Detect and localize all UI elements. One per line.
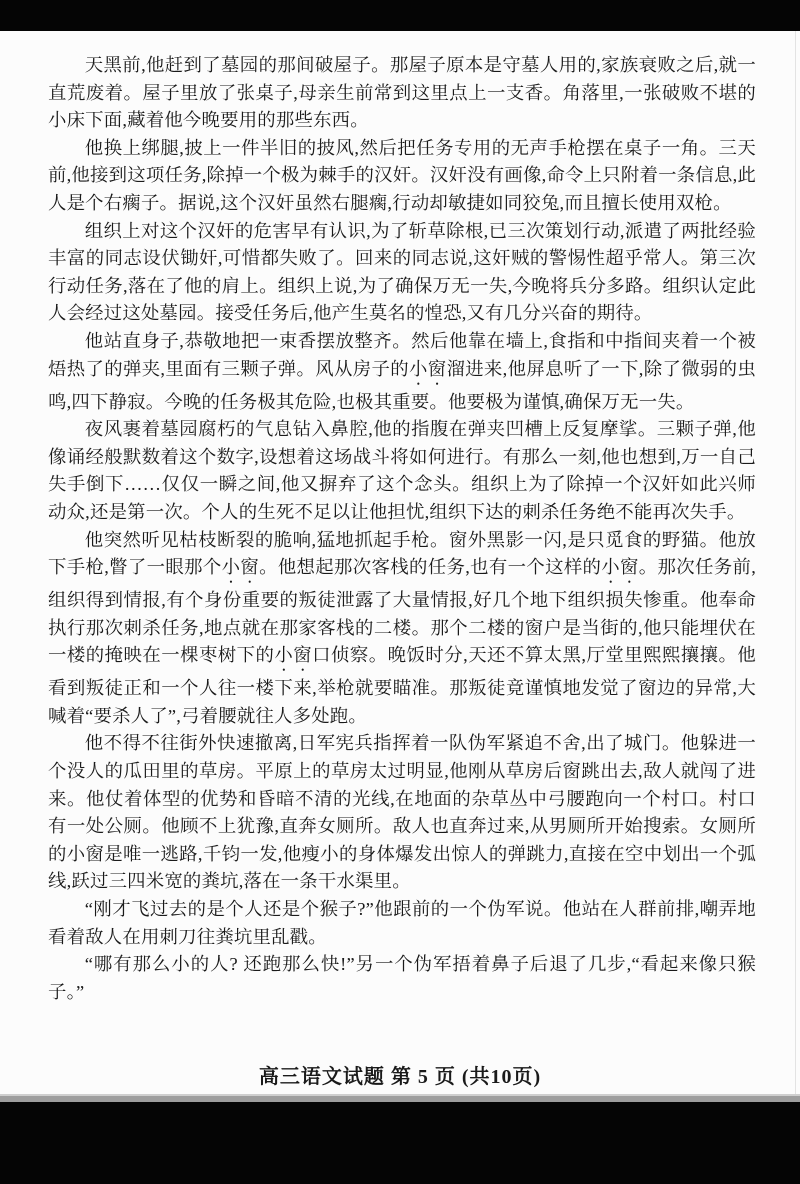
- scan-border-bottom: [0, 1102, 800, 1184]
- page-edge-shadow: [795, 31, 796, 1094]
- scan-strip: [0, 1094, 800, 1102]
- paragraph: [48, 416, 756, 526]
- article: [0, 31, 800, 1006]
- emphasized-text: 小窗: [221, 557, 260, 578]
- paragraph: [48, 527, 756, 731]
- text-run: 夜风裹着墓园腐朽的气息钻入鼻腔,他的指腹在弹夹凹槽上反复摩挲。三颗子弹,他像诵经般默数着这个数字,设想着这场战斗将如何进行。有那么一刻,他也想到,万一自己失手倒下……仅仅一瞬之间,他又摒弃了这个念头。组织上为了除掉一个汉奸如此兴师动众,还是第一次。个人的生死不足以让他担忧,组织下达的刺杀任务绝不能再次失手。: [48, 419, 756, 522]
- paragraph: [48, 730, 756, 896]
- text-run: 溜进来,他屏息听了一下,除了微弱的虫鸣,四下静寂。今晚的任务极其危险,也极其重要。他要极为谨慎,确保万无一失。: [48, 358, 756, 412]
- page-footer: 高三语文试题 第 5 页 (共10页): [258, 1066, 542, 1088]
- emphasized-text: 小窗: [408, 358, 447, 379]
- emphasized-text: 小窗: [274, 645, 313, 666]
- paragraph: [48, 951, 756, 1006]
- text-run: 。他想起那次客栈的任务,也有一个这样的: [259, 557, 602, 578]
- text-run: 他站直身子,恭敬地把一束香摆放整齐。然后他靠在墙上,食指和中指间夹着一个被焐热了的弹夹,里面有三颗子弹。风从房子的: [48, 330, 756, 379]
- emphasized-text: 小窗: [601, 557, 639, 578]
- paragraph: [48, 328, 756, 416]
- paragraph: [48, 52, 756, 135]
- scan-border-top: [0, 0, 800, 31]
- paragraph: [48, 135, 756, 218]
- text-run: 组织上对这个汉奸的危害早有认识,为了斩草除根,已三次策划行动,派遣了两批经验丰富的同志设伏锄奸,可惜都失败了。回来的同志说,这奸贼的警惕性超乎常人。第三次行动任务,落在了他的肩上。组织上说,为了确保万无一失,今晚将兵分多路。组织认定此人会经过这处墓园。接受任务后,他产生莫名的惶恐,又有几分兴奋的期待。: [48, 220, 756, 324]
- text-run: “哪有那么小的人? 还跑那么快!”另一个伪军捂着鼻子后退了几步,“看起来像只猴子。”: [48, 954, 756, 1002]
- text-run: 他不得不往街外快速撤离,日军宪兵指挥着一队伪军紧追不舍,出了城门。他躲进一个没人的瓜田里的草房。平原上的草房太过明显,他刚从草房后窗跳出去,敌人就闯了进来。他仗着体型的优势和昏暗不清的光线,在地面的杂草丛中弓腰跑向一个村口。村口有一处公厕。他顾不上犹豫,直奔女厕所。敌人也直奔过来,从男厕所开始搜索。女厕所的小窗是唯一逃路,千钧一发,他瘦小的身体爆发出惊人的弹跳力,直接在空中划出一个弧线,跃过三四米宽的粪坑,落在一条干水渠里。: [48, 733, 756, 892]
- text-run: 他突然听见枯枝断裂的脆响,猛地抓起手枪。窗外黑影一闪,是只觅食的野猫。他放下手枪,瞥了一眼那个: [48, 529, 756, 578]
- text-run: 他换上绑腿,披上一件半旧的披风,然后把任务专用的无声手枪摆在桌子一角。三天前,他接到这项任务,除掉一个极为棘手的汉奸。汉奸没有画像,命令上只附着一条信息,此人是个右瘸子。据说,这个汉奸虽然右腿瘸,行动却敏捷如同狡兔,而且擅长使用双枪。: [48, 137, 756, 213]
- text-run: 天黑前,他赶到了墓园的那间破屋子。那屋子原本是守墓人用的,家族衰败之后,就一直荒废着。屋子里放了张桌子,母亲生前常到这里点上一支香。角落里,一张破败不堪的小床下面,藏着他今晚要用的那些东西。: [48, 55, 756, 131]
- paragraph: [48, 218, 756, 328]
- text-run: “刚才飞过去的是个人还是个猴子?”他跟前的一个伪军说。他站在人群前排,嘲弄地看着敌人在用刺刀往粪坑里乱戳。: [48, 899, 756, 947]
- text-run: 。那次任务前,组织得到情报,有个身份重要的叛徒泄露了大量情报,好几个地下组织损失惨重。他奉命执行那次刺杀任务,地点就在那家客栈的二楼。那个二楼的窗户是当街的,他只能埋伏在一楼的掩映在一棵枣树下的: [48, 557, 757, 666]
- paragraph: [48, 896, 756, 951]
- text-run: 口侦察。晚饭时分,天还不算太黑,厅堂里熙熙攘攘。他看到叛徒正和一个人往一楼下来,举枪就要瞄准。那叛徒竟谨慎地发觉了窗边的异常,大喊着“要杀人了”,弓着腰就往人多处跑。: [48, 645, 757, 726]
